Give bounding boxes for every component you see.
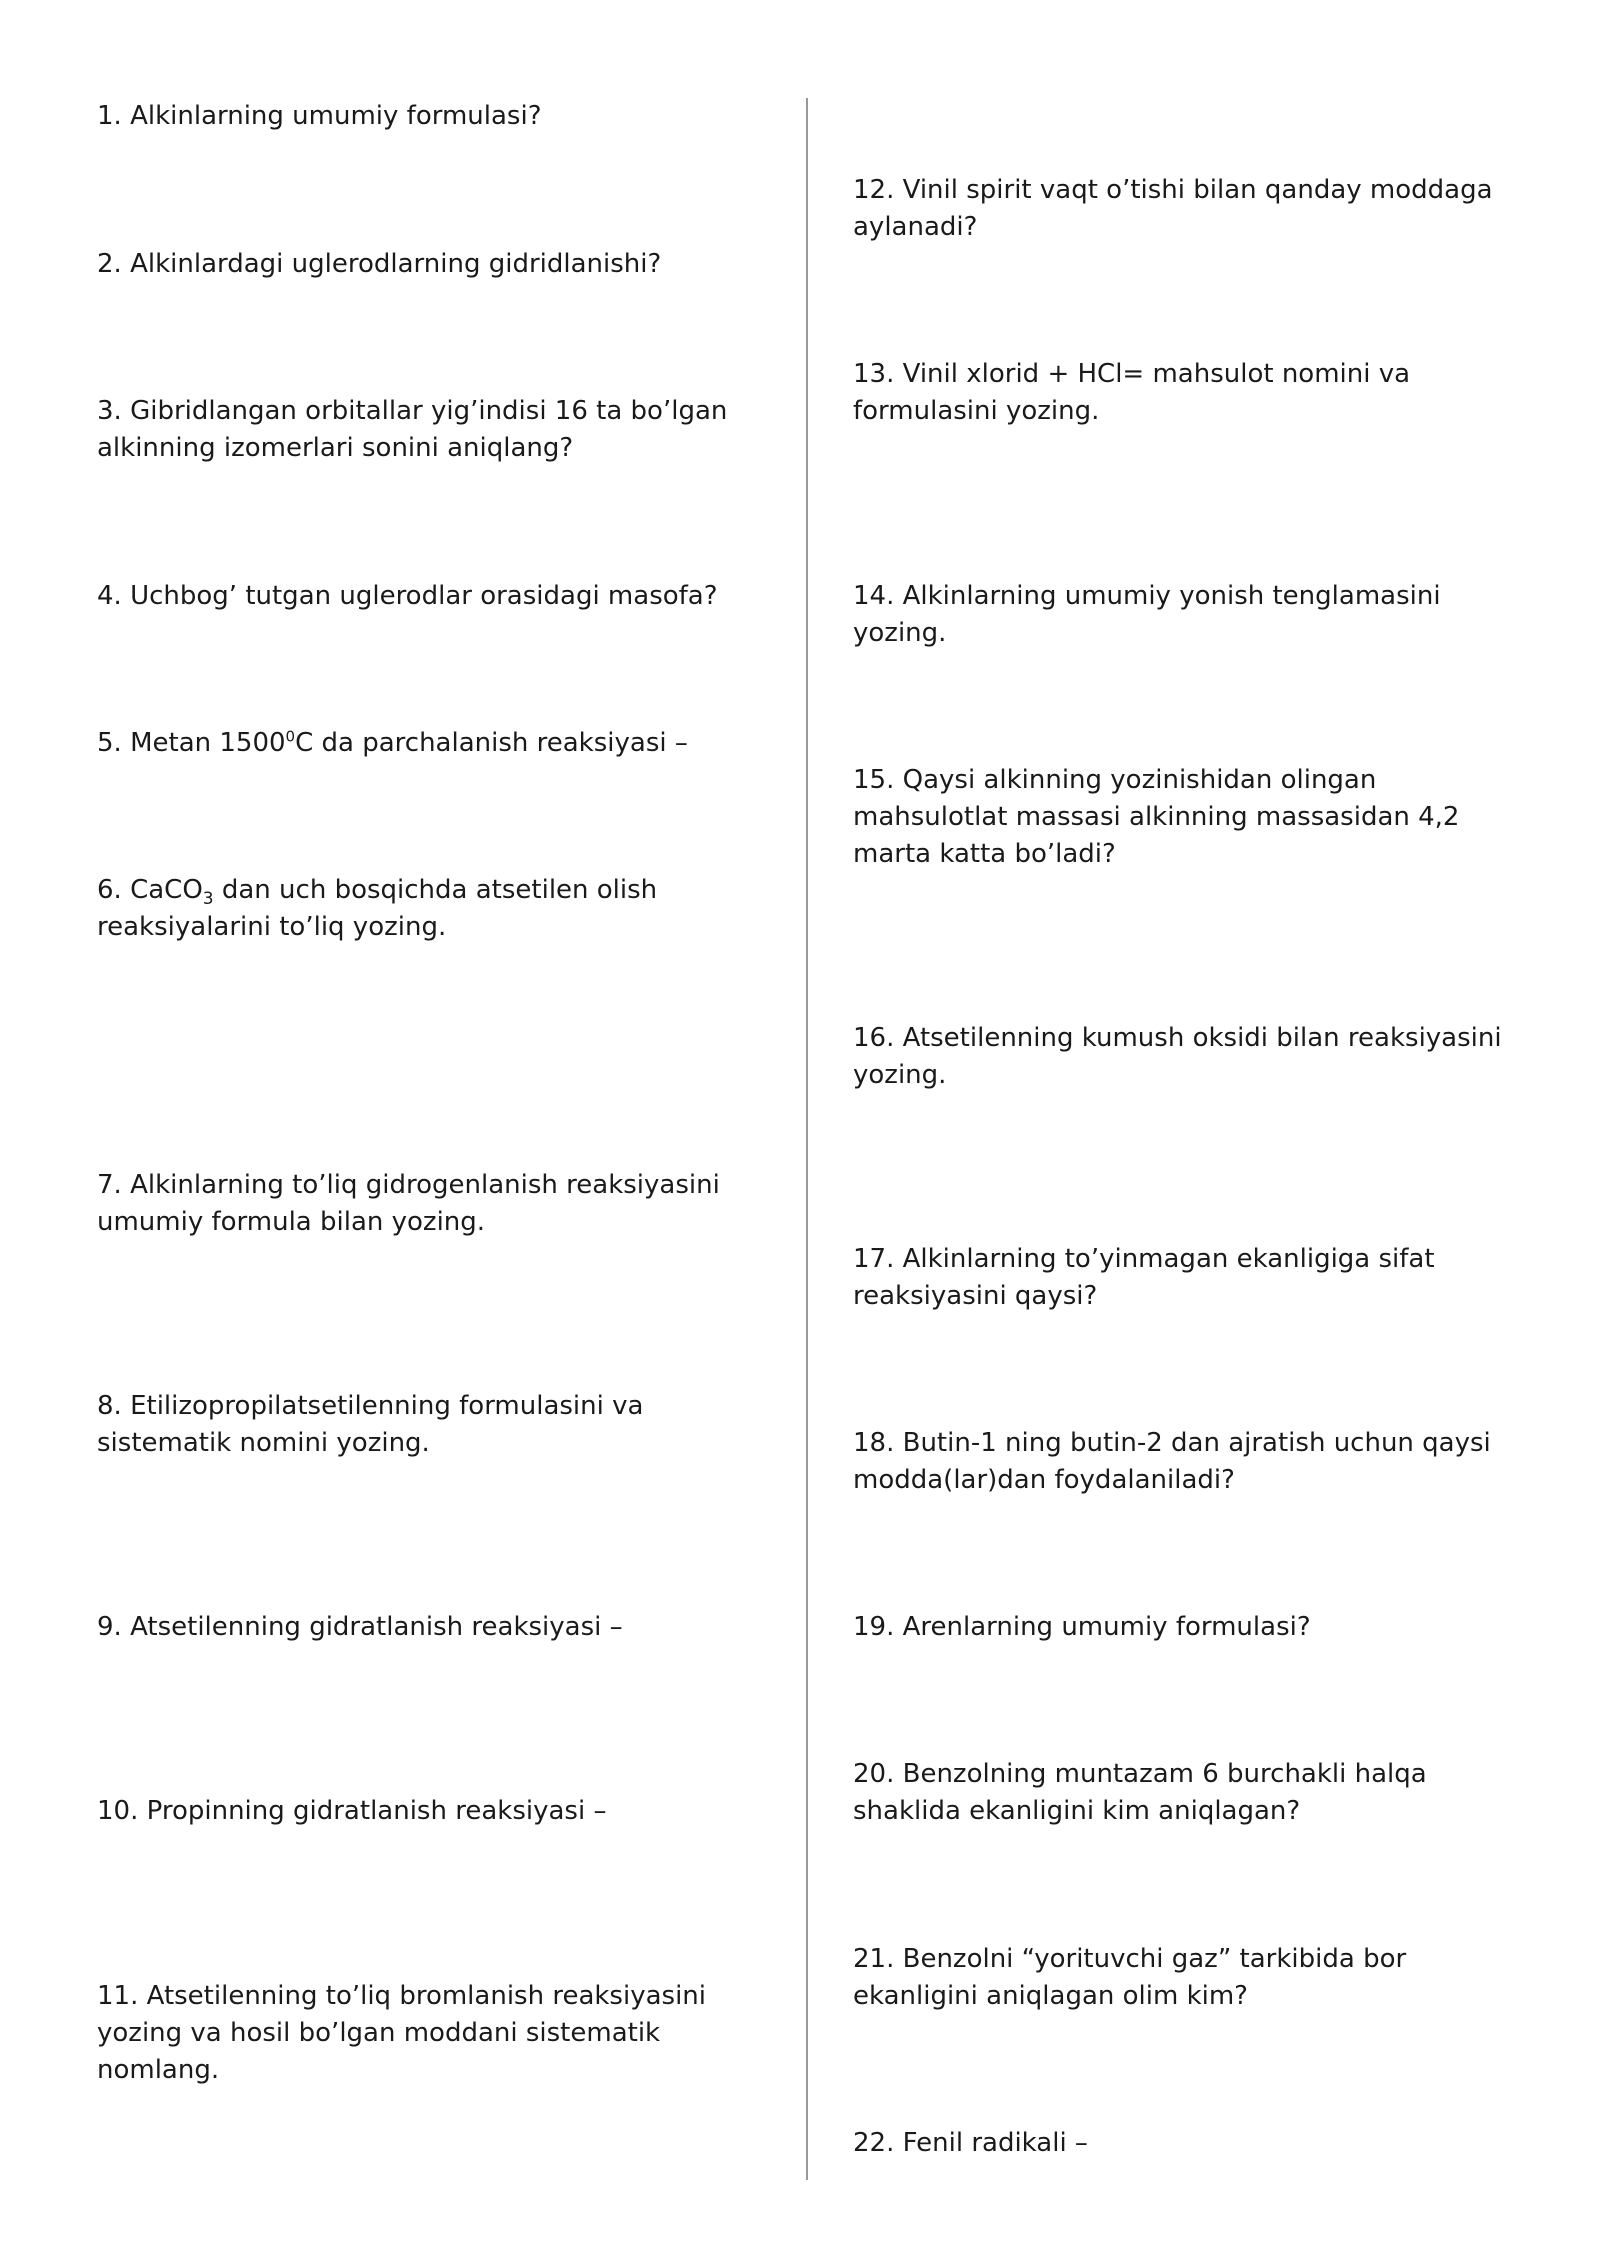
question-13: 13. Vinil xlorid + HCl= mahsulot nomini va formulasini yozing. bbox=[853, 359, 1411, 426]
question-14: 14. Alkinlarning umumiy yonish tenglamasini yozing. bbox=[853, 581, 1441, 648]
question-4: 4. Uchbog’ tutgan uglerodlar orasidagi masofa? bbox=[97, 581, 718, 611]
question-17: 17. Alkinlarning to’yinmagan ekanligiga sifat reaksiyasini qaysi? bbox=[853, 1244, 1435, 1311]
question-1: 1. Alkinlarning umumiy formulasi? bbox=[97, 101, 542, 131]
question-15: 15. Qaysi alkinning yozinishidan olingan mahsulotlat massasi alkinning massasidan 4,2 marta katta bo’ladi? bbox=[853, 765, 1460, 869]
question-2: 2. Alkinlardagi uglerodlarning gidridlanishi? bbox=[97, 249, 662, 279]
question-5-degree: 0 bbox=[285, 727, 296, 746]
question-6-subscript: 3 bbox=[202, 889, 214, 910]
question-21: 21. Benzolni “yorituvchi gaz” tarkibida bor ekanligini aniqlagan olim kim? bbox=[853, 1944, 1407, 2011]
question-20: 20. Benzolning muntazam 6 burchakli halqa shaklida ekanligini kim aniqlagan? bbox=[853, 1759, 1427, 1826]
question-6-text: 6. CaCO bbox=[97, 875, 203, 905]
question-3: 3. Gibridlangan orbitallar yig’indisi 16 ta bo’lgan alkinning izomerlari sonini aniqlang? bbox=[97, 396, 728, 463]
question-19: 19. Arenlarning umumiy formulasi? bbox=[853, 1612, 1311, 1642]
question-6-text-end: dan uch bosqichda atsetilen olish reaksiyalarini to’liq yozing. bbox=[97, 875, 658, 942]
column-divider bbox=[806, 98, 808, 2180]
question-7: 7. Alkinlarning to’liq gidrogenlanish reaksiyasini umumiy formula bilan yozing. bbox=[97, 1170, 720, 1237]
question-5-text: 5. Metan 1500 bbox=[97, 728, 286, 758]
question-10: 10. Propinning gidratlanish reaksiyasi – bbox=[97, 1796, 607, 1826]
question-9: 9. Atsetilenning gidratlanish reaksiyasi – bbox=[97, 1612, 623, 1642]
question-11: 11. Atsetilenning to’liq bromlanish reaksiyasini yozing va hosil bo’lgan moddani sistematik nomlang. bbox=[97, 1981, 706, 2085]
question-12: 12. Vinil spirit vaqt o’tishi bilan qanday moddaga aylanadi? bbox=[853, 175, 1493, 242]
question-5-text-end: C da parchalanish reaksiyasi – bbox=[295, 728, 688, 758]
question-5 bbox=[97, 725, 737, 762]
question-22: 22. Fenil radikali – bbox=[853, 2128, 1088, 2158]
question-6 bbox=[97, 872, 737, 946]
question-18: 18. Butin-1 ning butin-2 dan ajratish uchun qaysi modda(lar)dan foydalaniladi? bbox=[853, 1428, 1491, 1495]
question-16: 16. Atsetilenning kumush oksidi bilan reaksiyasini yozing. bbox=[853, 1023, 1502, 1090]
question-8: 8. Etilizopropilatsetilenning formulasini va sistematik nomini yozing. bbox=[97, 1391, 644, 1458]
